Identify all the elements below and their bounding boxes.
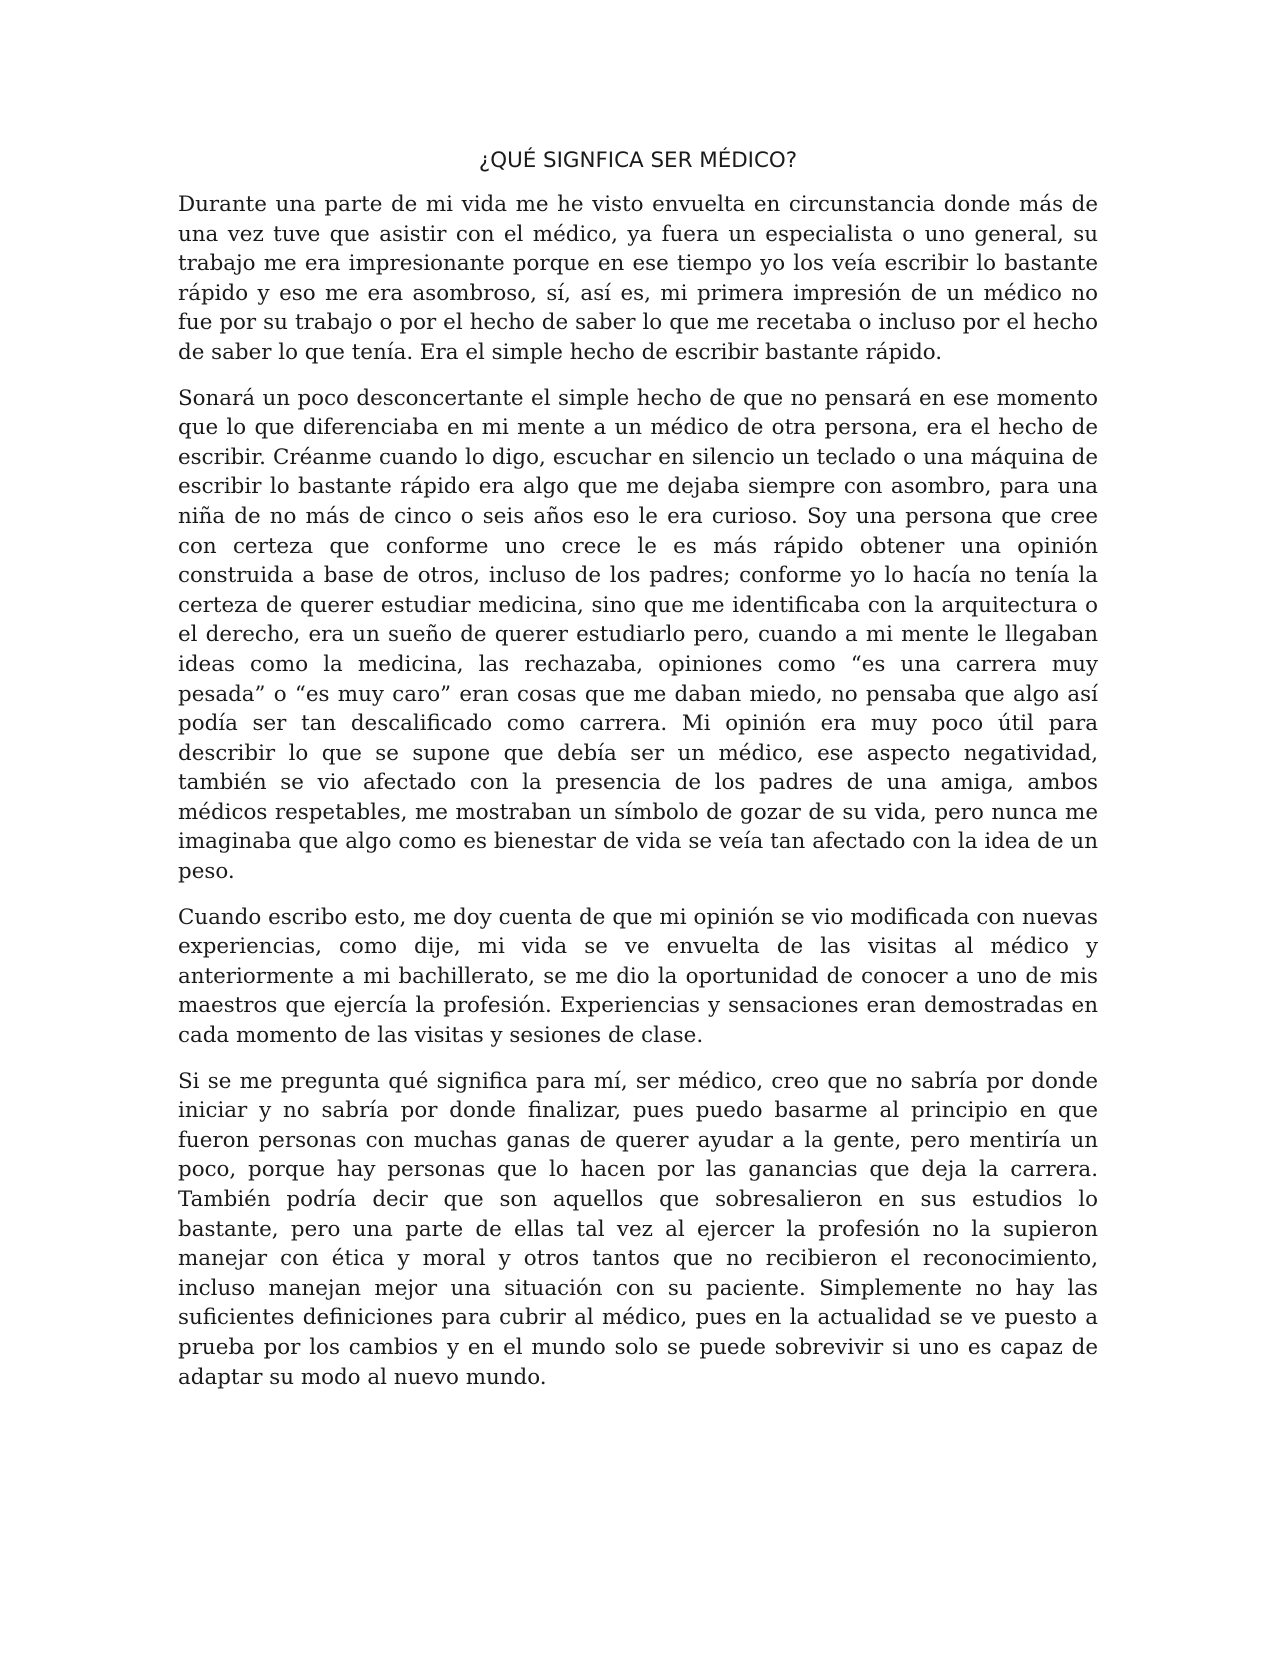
paragraph-1: Durante una parte de mi vida me he visto envuelta en circunstancia donde más de una vez tuve que asistir con el médico, ya fuera un especialista o uno general, su trabajo me era impresionante porque en ese tiempo yo los veía escribir lo bastante rápido y eso me era asombroso, sí, así es, mi primera impresión de un médico no fue por su trabajo o por el hecho de saber lo que me recetaba o incluso por el hecho de saber lo que tenía. Era el simple hecho de escribir bastante rápido. (178, 192, 1098, 365)
document-title: ¿QUÉ SIGNFICA SER MÉDICO? (478, 148, 798, 173)
document-body (178, 146, 1098, 1408)
paragraph-4: Si se me pregunta qué significa para mí, ser médico, creo que no sabría por donde iniciar y no sabría por donde finalizar, pues puedo basarme al principio en que fueron personas con muchas ganas de querer ayudar a la gente, pero mentiría un poco, porque hay personas que lo hacen por las ganancias que deja la carrera. También podría decir que son aquellos que sobresalieron en sus estudios lo bastante, pero una parte de ellas tal vez al ejercer la profesión no la supieron manejar con ética y moral y otros tantos que no recibieron el reconocimiento, incluso manejan mejor una situación con su paciente. Simplemente no hay las suficientes definiciones para cubrir al médico, pues en la actualidad se ve puesto a prueba por los cambios y en el mundo solo se puede sobrevivir si uno es capaz de adaptar su modo al nuevo mundo. (178, 1068, 1098, 1390)
paragraph-3: Cuando escribo esto, me doy cuenta de que mi opinión se vio modificada con nuevas experiencias, como dije, mi vida se ve envuelta de las visitas al médico y anteriormente a mi bachillerato, se me dio la oportunidad de conocer a uno de mis maestros que ejercía la profesión. Experiencias y sensaciones eran demostradas en cada momento de las visitas y sesiones de clase. (178, 904, 1098, 1049)
paragraph-2: Sonará un poco desconcertante el simple hecho de que no pensará en ese momento que lo que diferenciaba en mi mente a un médico de otra persona, era el hecho de escribir. Créanme cuando lo digo, escuchar en silencio un teclado o una máquina de escribir lo bastante rápido era algo que me dejaba siempre con asombro, para una niña de no más de cinco o seis años eso le era curioso. Soy una persona que cree con certeza que conforme uno crece le es más rápido obtener una opinión construida a base de otros, incluso de los padres; conforme yo lo hacía no tenía la certeza de querer estudiar medicina, sino que me identificaba con la arquitectura o el derecho, era un sueño de querer estudiarlo pero, cuando a mi mente le llegaban ideas como la medicina, las rechazaba, opiniones como “es una carrera muy pesada” o “es muy caro” eran cosas que me daban miedo, no pensaba que algo así podía ser tan descalificado como carrera. Mi opinión era muy poco útil para describir lo que se supone que debía ser un médico, ese aspecto negatividad, también se vio afectado con la presencia de los padres de una amiga, ambos médicos respetables, me mostraban un símbolo de gozar de su vida, pero nunca me imaginaba que algo como es bienestar de vida se veía tan afectado con la idea de un peso. (178, 385, 1098, 885)
